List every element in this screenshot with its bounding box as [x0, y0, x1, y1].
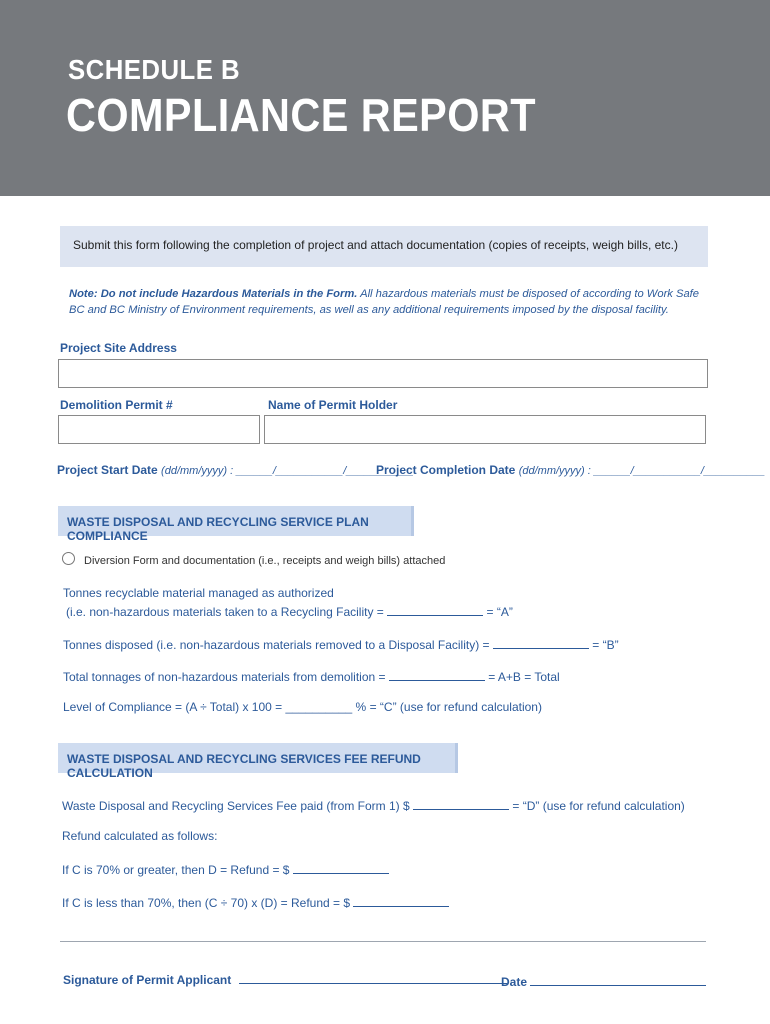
site-address-field[interactable] [58, 359, 708, 388]
page-title: COMPLIANCE REPORT [66, 89, 536, 141]
disposed-row [63, 636, 619, 652]
recyclable-line1: Tonnes recyclable material managed as authorized [63, 586, 334, 600]
permit-holder-label: Name of Permit Holder [268, 398, 398, 412]
diversion-label: Diversion Form and documentation (i.e., receipts and weigh bills) attached [84, 555, 446, 567]
schedule-label: SCHEDULE B [68, 54, 241, 85]
note-bold: Note: Do not include Hazardous Materials in the Form. [69, 288, 358, 300]
fee-paid-row [62, 797, 685, 813]
refund-greater-blank[interactable] [293, 861, 389, 874]
refund-greater-row [62, 861, 389, 877]
recyclable-suffix: = “A” [486, 605, 513, 619]
site-address-label: Project Site Address [60, 341, 177, 355]
diversion-radio[interactable] [62, 552, 75, 565]
signature-row [63, 971, 507, 987]
refund-calc-label: Refund calculated as follows: [62, 829, 218, 843]
start-date-row[interactable] [57, 463, 414, 477]
total-label: Total tonnages of non-hazardous materials from demolition = [63, 670, 386, 684]
hazardous-note [69, 286, 709, 318]
recyclable-blank[interactable] [387, 603, 483, 616]
permit-holder-field[interactable] [264, 415, 706, 444]
refund-less-label: If C is less than 70%, then (C ÷ 70) x (D) = Refund = $ [62, 896, 351, 910]
total-blank[interactable] [389, 668, 485, 681]
refund-less-row [62, 894, 449, 910]
start-date-hint: (dd/mm/yyyy) : ______/___________/___________ [161, 465, 414, 477]
section-compliance-header: WASTE DISPOSAL AND RECYCLING SERVICE PLAN COMPLIANCE [58, 506, 414, 536]
disposed-label: Tonnes disposed (i.e. non-hazardous materials removed to a Disposal Facility) = [63, 638, 490, 652]
refund-greater-label: If C is 70% or greater, then D = Refund = $ [62, 863, 290, 877]
date-blank[interactable] [530, 973, 706, 986]
recyclable-line2: (i.e. non-hazardous materials taken to a Recycling Facility = [66, 605, 384, 619]
note-text: All hazardous materials must be disposed of according to Work Safe BC and BC Ministry of Environment requirements, as well as any additional requirements imposed by the disposal facility. [69, 288, 700, 316]
fee-paid-suffix: = “D” (use for refund calculation) [512, 799, 685, 813]
refund-less-blank[interactable] [353, 894, 449, 907]
instructions-banner: Submit this form following the completion of project and attach documentation (copies of receipts, weigh bills, etc.) [60, 226, 708, 267]
section-refund-header: WASTE DISPOSAL AND RECYCLING SERVICES FEE REFUND CALCULATION [58, 743, 458, 773]
fee-paid-label: Waste Disposal and Recycling Services Fee paid (from Form 1) $ [62, 799, 410, 813]
disposed-blank[interactable] [493, 636, 589, 649]
recyclable-row [66, 603, 513, 619]
header-band [0, 0, 770, 196]
completion-date-row[interactable] [376, 463, 765, 477]
signature-blank[interactable] [239, 971, 507, 984]
date-label: Date [501, 975, 528, 989]
divider [60, 941, 706, 942]
demolition-permit-label: Demolition Permit # [60, 398, 173, 412]
total-suffix: = A+B = Total [488, 670, 560, 684]
start-date-label: Project Start Date [57, 463, 158, 477]
fee-paid-blank[interactable] [413, 797, 509, 810]
completion-date-hint: (dd/mm/yyyy) : ______/___________/__________ [518, 465, 766, 477]
signature-label: Signature of Permit Applicant [63, 973, 232, 987]
date-row [501, 973, 706, 989]
disposed-suffix: = “B” [592, 638, 619, 652]
compliance-row: Level of Compliance = (A ÷ Total) x 100 = __________ % = “C” (use for refund calculation) [63, 700, 542, 714]
demolition-permit-field[interactable] [58, 415, 260, 444]
total-row [63, 668, 560, 684]
completion-date-label: Project Completion Date [376, 463, 516, 477]
